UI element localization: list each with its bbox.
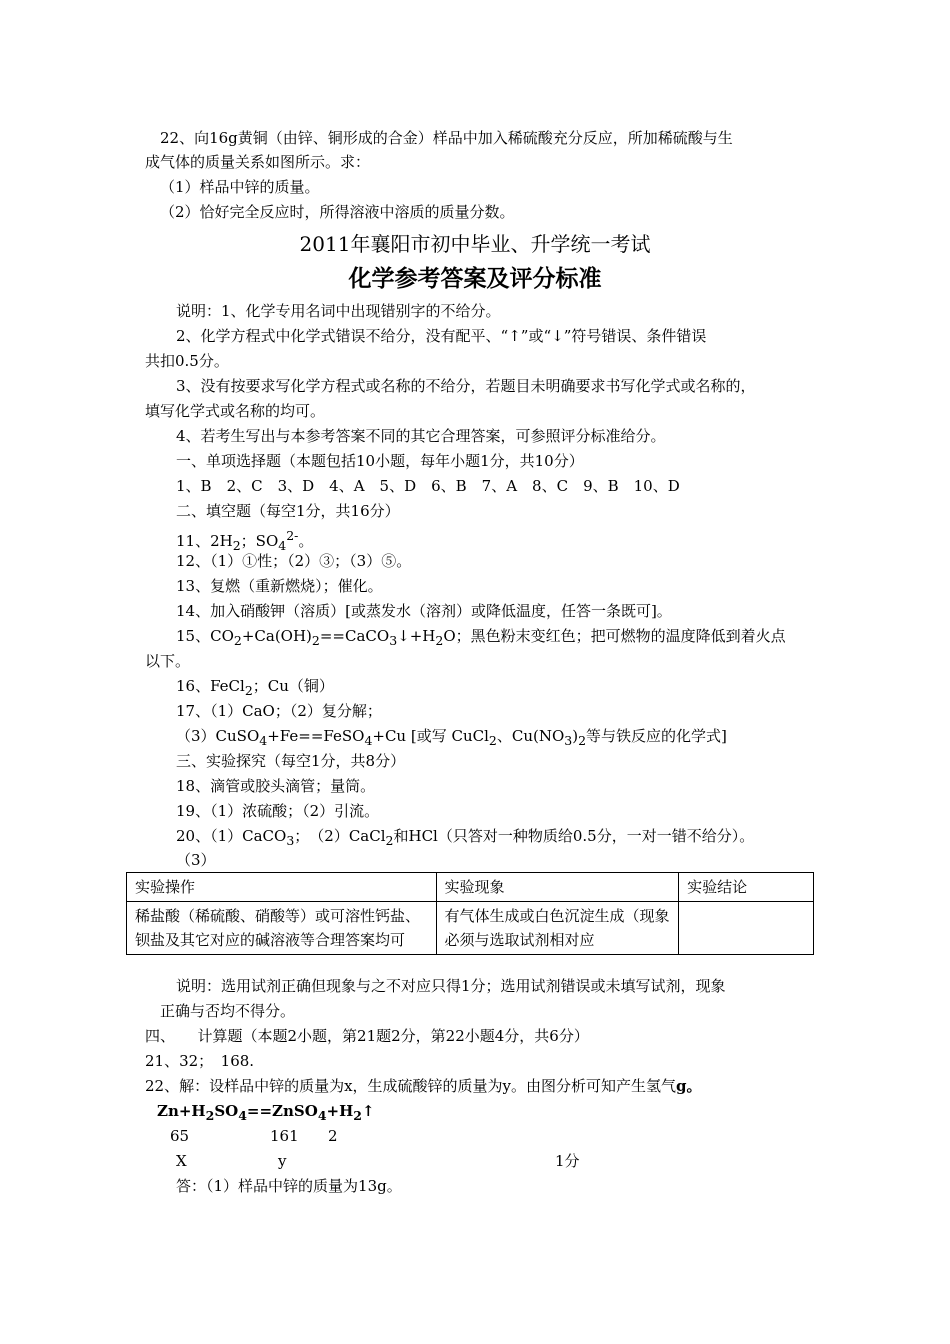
table-header-row [127,873,814,902]
table-row [127,902,814,955]
q22-sub1: （1）样品中锌的质量。 [160,178,320,196]
answer-16: 16、FeCl$_2$；Cu（铜） [176,677,334,698]
exam-title: 2011年襄阳市初中毕业、升学统一考试 [299,232,651,256]
answer-19: 19、（1）浓硫酸；（2）引流。 [176,802,380,820]
answer-22: 22、解：设样品中锌的质量为x，生成硫酸锌的质量为y。由图分析可知产生氢气g。 [145,1077,702,1095]
section4-heading: 四、 计算题（本题2小题，第21题2分，第22小题4分，共6分） [145,1027,589,1045]
note-4: 4、若考生写出与本参考答案不同的其它合理答案，可参照评分标准给分。 [176,427,666,445]
table-cell: 有气体生成或白色沉淀生成（现象必须与选取试剂相对应 [436,902,679,955]
final-answer: 答：（1）样品中锌的质量为13g。 [176,1177,402,1195]
note-2b: 共扣0.5分。 [145,352,229,370]
mass-65: 65 [170,1127,190,1145]
var-y: y [278,1152,287,1170]
mass-2: 2 [328,1127,338,1145]
answer-17b: （3）CuSO$_4$+Fe==FeSO$_4$+Cu [或写 CuCl$_2$、$Cu(NO_3)_2$等与铁反应的化学式] [176,727,727,748]
score-label: 1分 [555,1152,580,1170]
answer-21: 21、32； 168. [145,1052,255,1070]
answer-14: 14、加入硝酸钾（溶质）[或蒸发水（溶剂）或降低温度，任答一条既可]。 [176,602,672,620]
answer-15: 15、$CO_2+Ca(OH)_2==CaCO_3↓+H_2O$；黑色粉末变红色；把可燃物的温度降低到着火点 [176,627,786,648]
table-header-cell: 实验结论 [679,873,814,902]
answer-17a: 17、（1）CaO；（2）复分解； [176,702,382,720]
note-2a: 2、化学方程式中化学式错误不给分，没有配平、“↑”或“↓”符号错误、条件错误 [176,327,707,345]
answers-title: 化学参考答案及评分标准 [348,265,602,292]
table-cell: 稀盐酸（稀硫酸、硝酸等）或可溶性钙盐、钡盐及其它对应的碱溶液等合理答案均可 [127,902,437,955]
section1-answers: 1、B 2、C 3、D 4、A 5、D 6、B 7、A 8、C 9、B 10、D [176,477,680,495]
answer-20-3: （3） [176,851,216,869]
var-x: X [176,1152,187,1170]
q22-sub2: （2）恰好完全反应时，所得溶液中溶质的质量分数。 [160,203,515,221]
experiment-table [126,872,814,955]
section3-heading: 三、实验探究（每空1分，共8分） [176,752,406,770]
answer-15-cont: 以下。 [145,652,191,670]
table-cell [679,902,814,955]
answer-13: 13、复燃（重新燃烧）；催化。 [176,577,383,595]
q22-line1: 22、向16g黄铜（由锌、铜形成的合金）样品中加入稀硫酸充分反应，所加稀硫酸与生 [160,129,733,147]
table-header-cell: 实验操作 [127,873,437,902]
table-header-cell: 实验现象 [436,873,679,902]
section2-heading: 二、填空题（每空1分，共16分） [176,502,400,520]
answer-11: 11、$2H_2$；$SO_4^{2-}$。 [176,528,314,553]
answer-20: 20、（1）CaCO$_3$； （2）CaCl$_2$和HCl（只答对一种物质给0.5分，一对一错不给分）。 [176,827,755,848]
section3-note2: 正确与否均不得分。 [160,1002,296,1020]
answer-12: 12、（1）①性；（2）③；（3）⑤。 [176,552,412,570]
answer-18: 18、滴管或胶头滴管；量筒。 [176,777,376,795]
section1-heading: 一、单项选择题（本题包括10小题，每年小题1分，共10分） [176,452,584,470]
note-1: 说明：1、化学专用名词中出现错别字的不给分。 [176,302,501,320]
note-3b: 填写化学式或名称的均可。 [145,402,326,420]
equation: $Zn+H_2SO_4==ZnSO_4+H_2↑$ [157,1102,375,1123]
note-3a: 3、没有按要求写化学方程式或名称的不给分，若题目未明确要求书写化学式或名称的， [176,377,756,395]
mass-161: 161 [270,1127,299,1145]
section3-note1: 说明：选用试剂正确但现象与之不对应只得1分；选用试剂错误或未填写试剂，现象 [176,977,726,995]
q22-line2: 成气体的质量关系如图所示。求： [145,153,371,171]
